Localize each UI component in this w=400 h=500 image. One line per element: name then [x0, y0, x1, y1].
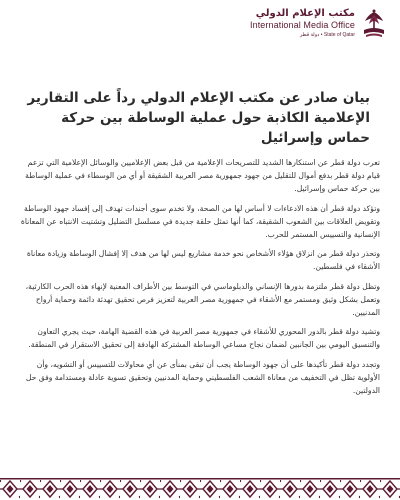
logo-arabic-name: مكتب الإعلام الدولي [255, 8, 355, 19]
statement-paragraph-2: وتؤكد دولة قطر أن هذه الادعاءات لا أساس لها من الصحة، ولا تخدم سوى أجندات تهدف إلى إفساد جهود الوساطة وتقويض العلاقات بين الشعوب الشقيقة، كما أنها تمثل حلقة جديدة في مسلسل التضليل وتشتيت الانتباه عن المعاناة الإنسانية والتسييس المستمر للحرب. [20, 203, 380, 239]
statement-body [18, 156, 380, 403]
statement-title: بيان صادر عن مكتب الإعلام الدولي رداً على التقارير الإعلامية الكاذبة حول عملية الوساطة بين حركة حماس وإسرائيل [27, 90, 370, 146]
statement-paragraph-6: وتجدد دولة قطر تأكيدها على أن جهود الوساطة يجب أن تبقى بمنأى عن أي محاولات للتسييس أو التشويه، وأن الأولوية تظل في التخفيف من معاناة الشعب الفلسطيني وحماية المدنيين وتحقيق تسوية عادلة ومستدامة وفق حل الدولتين. [25, 359, 380, 395]
statement-title-block [25, 88, 370, 148]
geometric-border-pattern [0, 478, 400, 500]
logo-text [250, 8, 355, 39]
statement-paragraph-1: تعرب دولة قطر عن استنكارها الشديد للتصريحات الإعلامية من قبل بعض الإعلاميين والوسائل الإعلامية التي تزعم قيام دولة قطر بدفع أموال للتقليل من جهود جمهورية مصر العربية الشقيقة أو أي من الوسطاء في عملية الوساطة بين حركة حماس وإسرائيل. [25, 158, 380, 193]
logo-english-name: International Media Office [250, 20, 355, 30]
statement-paragraph-3: وتحذر دولة قطر من انزلاق هؤلاء الأشخاص نحو خدمة مشاريع ليس لها من هدف إلا إفشال الوساطة وزيادة معاناة الأشقاء في فلسطين. [26, 249, 380, 271]
statement-paragraph-4: وتظل دولة قطر ملتزمة بدورها الإنساني والدبلوماسي في التوسط بين الأطراف المعنية لإنهاء هذه الحرب الكارثية، وتعمل بشكل وثيق ومستمر مع الأشقاء في جمهورية مصر العربية لتعزيز فرص تحقيق تهدئة دائمة وحماية أرواح المدنيين. [25, 281, 380, 317]
qatar-emblem-icon [360, 8, 388, 40]
logo-state-label: State of Qatar • دولة قطر [299, 32, 355, 38]
statement-paragraph-5: وتشيد دولة قطر بالدور المحوري للأشقاء في جمهورية مصر العربية في هذه القضية الهامة، حيث يجري التعاون والتنسيق اليومي بين الجانبين لضمان نجاح مساعي الوساطة المشتركة الهادفة إلى تحقيق الاستقرار في المنطقة. [28, 327, 380, 349]
ims-logo [250, 8, 388, 40]
